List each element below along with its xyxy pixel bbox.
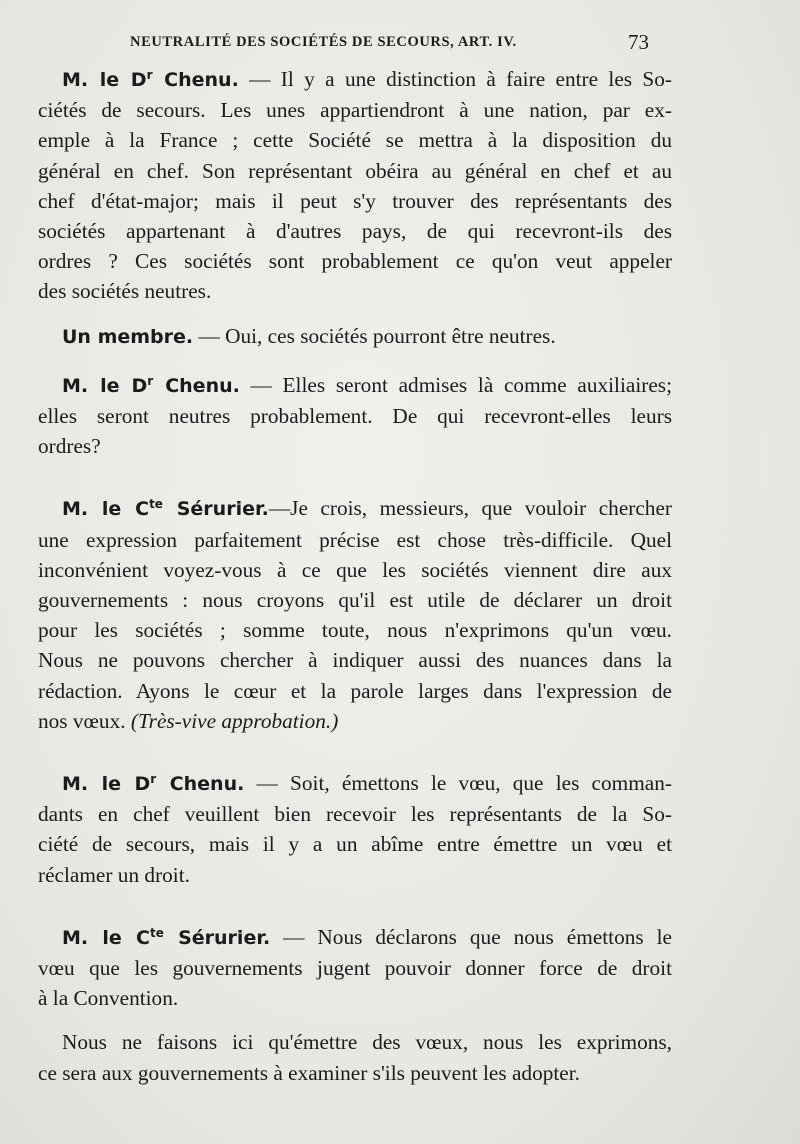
speaker-label: Un membre.	[62, 325, 194, 348]
text-line: ce sera aux gouvernements à examiner s'ils peuvent les adopter.	[38, 1060, 580, 1085]
text-line: général en chef. Son représentant obéira au général en chef et au	[38, 158, 672, 183]
text-line: sociétés appartenant à d'autres pays, de qui recevront-ils des	[38, 219, 672, 244]
running-title: NEUTRALITÉ DES SOCIÉTÉS DE SECOURS, ART. IV.	[130, 34, 517, 50]
text-line: réclamer un droit.	[38, 862, 190, 887]
approval-note: (Très-vive approbation.)	[130, 708, 339, 733]
paragraph-membre	[38, 321, 672, 352]
text-line: rédaction. Ayons le cœur et la parole larges dans l'expression de	[38, 678, 672, 703]
text-line: chef d'état-major; mais il peut s'y trouver des représentants des	[38, 188, 672, 213]
body-text	[38, 60, 672, 1088]
running-head	[38, 30, 670, 60]
text-line: des sociétés neutres.	[38, 279, 212, 304]
text-line: emple à la France ; cette Société se mettra à la disposition du	[38, 128, 672, 153]
text-line: — Oui, ces sociétés pourront être neutres.	[193, 323, 556, 348]
paragraph-chenu-3	[38, 764, 672, 890]
text-line: — Nous déclarons que nous émettons le	[270, 924, 673, 949]
text-line: une expression parfaitement précise est chose très-difficile. Quel	[38, 527, 672, 552]
text-line: à la Convention.	[38, 986, 179, 1011]
text-line: vœu que les gouvernements jugent pouvoir donner force de droit	[38, 956, 672, 981]
text-line: Nous ne faisons ici qu'émettre des vœux, nous les exprimons,	[62, 1030, 672, 1055]
text-line: — Elles seront admises là comme auxiliaires;	[239, 372, 672, 397]
text-line: dants en chef veuillent bien recevoir les représentants de la So-	[38, 802, 672, 827]
paragraph-serurier-2	[38, 918, 672, 1014]
text-line: inconvénient voyez-vous à ce que les sociétés viennent dire aux	[38, 557, 672, 582]
text-line: ciété de secours, mais il y a un abîme entre émettre un vœu et	[38, 832, 672, 857]
speaker-label: M. le $D^r$ Chenu.	[62, 68, 239, 91]
speaker-label: M. le $D^r$ Chenu.	[62, 373, 240, 397]
text-line: nos vœux.	[38, 708, 126, 733]
paragraph-chenu-2	[38, 366, 672, 462]
text-line: Nous ne pouvons chercher à indiquer aussi des nuances dans la	[38, 648, 672, 673]
text-line: — Soit, émettons le vœu, que les comman-	[244, 771, 672, 796]
text-line: gouvernements : nous croyons qu'il est utile de déclarer un droit	[38, 588, 672, 613]
text-line: ciétés de secours. Les unes appartiendront à une nation, par ex-	[38, 98, 672, 123]
speaker-label: M. le $C^{te}$ Sérurier.	[62, 925, 271, 949]
text-line: — Il y a une distinction à faire entre les So-	[238, 67, 673, 91]
text-line: —Je crois, messieurs, que vouloir chercher	[268, 496, 673, 521]
speaker-label: M. le $C^{te}$ Sérurier.	[62, 497, 269, 521]
text-line: ordres?	[38, 434, 101, 459]
page-number: 73	[628, 30, 649, 54]
text-line: pour les sociétés ; somme toute, nous n'exprimons qu'un vœu.	[38, 618, 672, 643]
paragraph-serurier-1	[38, 489, 672, 736]
text-line: elles seront neutres probablement. De qui recevront-elles leurs	[38, 404, 672, 429]
paragraph-closing	[38, 1027, 672, 1087]
paragraph-chenu-1	[38, 60, 672, 307]
speaker-label: M. le $D^r$ Chenu.	[62, 772, 245, 796]
text-line: ordres ? Ces sociétés sont probablement ce qu'on veut appeler	[38, 249, 672, 274]
